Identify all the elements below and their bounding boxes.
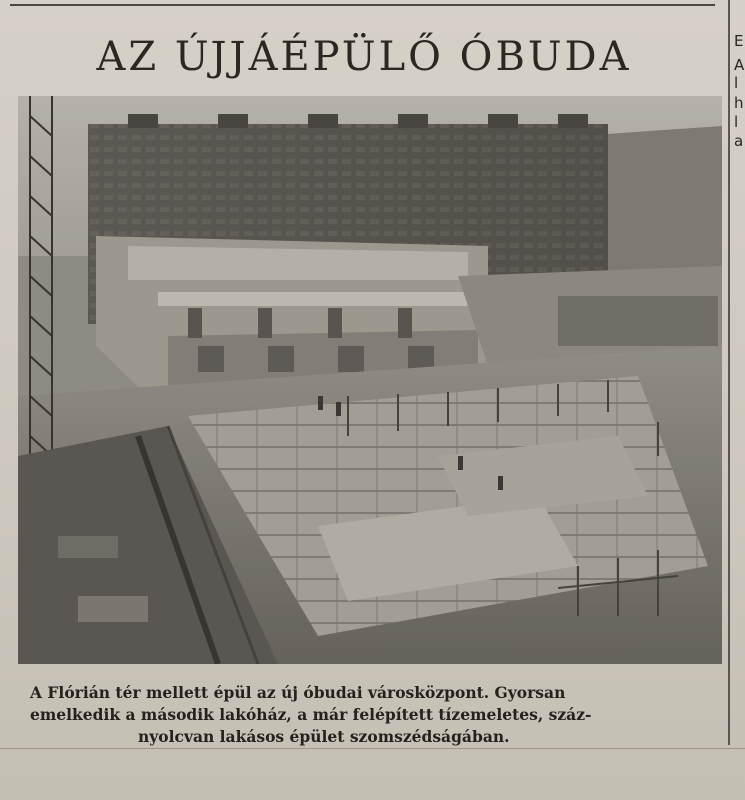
caption-line: emelkedik a második lakóház, a már felépített tízemeletes, száz- [30,705,592,724]
adjacent-column-letter: l [734,76,739,91]
adjacent-column-letter: a [734,134,744,149]
column-rule [728,0,730,745]
construction-site-photo [18,96,722,664]
adjacent-column-letter: A [734,58,745,73]
caption-line: nyolcvan lakásos épület szomszédságában. [138,727,510,746]
adjacent-column-letter: E [734,34,744,49]
adjacent-column-letter: h [734,96,744,111]
top-rule [10,4,715,6]
headline: AZ ÚJJÁÉPÜLŐ ÓBUDA [96,34,632,80]
photo-illustration [18,96,722,664]
photo-caption [30,682,712,748]
caption-line: A Flórián tér mellett épül az új óbudai városközpont. Gyorsan [30,683,566,702]
adjacent-column-letter: l [734,115,739,130]
bottom-rule [0,748,745,749]
